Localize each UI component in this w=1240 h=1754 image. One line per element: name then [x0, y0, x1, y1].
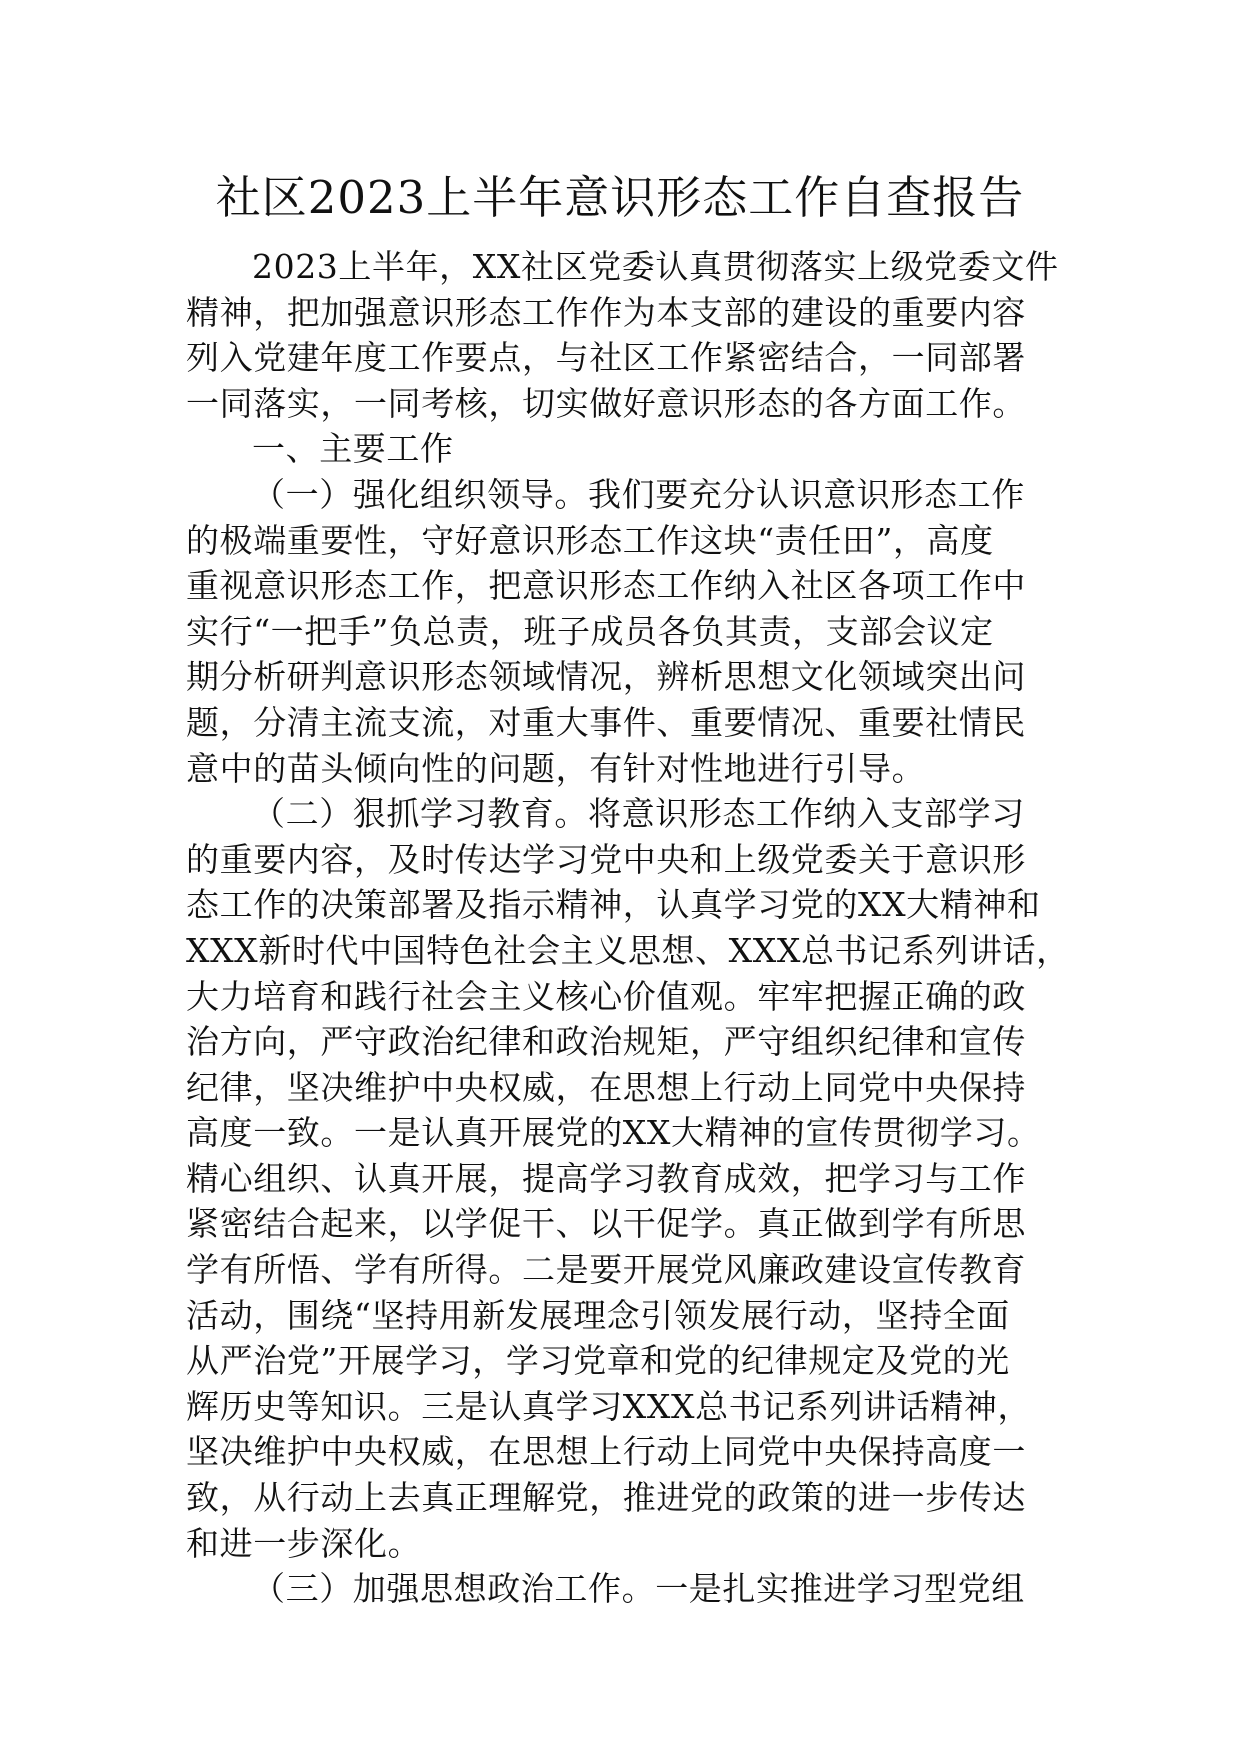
text-line: 坚决维护中央权威，在思想上行动上同党中央保持高度一 [186, 1432, 1026, 1472]
text-line: 紧密结合起来，以学促干、以干促学。真正做到学有所思 [186, 1204, 1026, 1244]
text-line: 重视意识形态工作，把意识形态工作纳入社区各项工作中 [186, 566, 1026, 606]
text-line: 题，分清主流支流，对重大事件、重要情况、重要社情民 [186, 702, 1026, 742]
text-line: 实行“一把手”负总责，班子成员各负其责，支部会议定 [186, 611, 994, 651]
document-title: 社区2023上半年意识形态工作自查报告 [215, 171, 1025, 224]
text-line: 精神，把加强意识形态工作作为本支部的建设的重要内容 [186, 292, 1026, 332]
text-line: 一同落实，一同考核，切实做好意识形态的各方面工作。 [186, 383, 1026, 423]
text-line: 期分析研判意识形态领域情况，辨析思想文化领域突出问 [186, 657, 1026, 697]
text-line: 大力培育和践行社会主义核心价值观。牢牢把握正确的政 [186, 976, 1026, 1016]
text-line: 活动，围绕“坚持用新发展理念引领发展行动，坚持全面 [186, 1295, 1010, 1335]
text-line: 从严治党”开展学习，学习党章和党的纪律规定及党的光 [186, 1341, 1010, 1381]
text-line: 治方向，严守政治纪律和政治规矩，严守组织纪律和宣传 [186, 1022, 1026, 1062]
text-line: （一）强化组织领导。我们要充分认识意识形态工作 [252, 474, 1025, 514]
text-line: （三）加强思想政治工作。一是扎实推进学习型党组 [252, 1569, 1025, 1609]
text-line: 态工作的决策部署及指示精神，认真学习党的XX大精神和 [186, 885, 1041, 925]
text-line: 列入党建年度工作要点，与社区工作紧密结合，一同部署 [186, 338, 1026, 378]
text-line: 和进一步深化。 [186, 1523, 422, 1563]
text-line: 意中的苗头倾向性的问题，有针对性地进行引导。 [186, 748, 926, 788]
text-line: 高度一致。一是认真开展党的XX大精神的宣传贯彻学习。 [186, 1113, 1041, 1153]
text-line: 学有所悟、学有所得。二是要开展党风廉政建设宣传教育 [186, 1250, 1026, 1290]
text-line: XXX新时代中国特色社会主义思想、XXX总书记系列讲话， [186, 930, 1070, 970]
document-body [186, 244, 1070, 1612]
text-line: 2023上半年，XX社区党委认真贯彻落实上级党委文件 [252, 247, 1059, 286]
text-line: 的极端重要性，守好意识形态工作这块“责任田”，高度 [186, 520, 994, 560]
text-line: （二）狠抓学习教育。将意识形态工作纳入支部学习 [252, 794, 1025, 834]
text-line: 的重要内容，及时传达学习党中央和上级党委关于意识形 [186, 839, 1026, 879]
text-line: 纪律，坚决维护中央权威，在思想上行动上同党中央保持 [186, 1067, 1026, 1107]
text-line: 致，从行动上去真正理解党，推进党的政策的进一步传达 [186, 1478, 1026, 1518]
text-line: 辉历史等知识。三是认真学习XXX总书记系列讲话精神， [186, 1386, 1032, 1426]
text-line: 一、主要工作 [252, 429, 454, 469]
text-line: 精心组织、认真开展，提高学习教育成效，把学习与工作 [186, 1158, 1026, 1198]
